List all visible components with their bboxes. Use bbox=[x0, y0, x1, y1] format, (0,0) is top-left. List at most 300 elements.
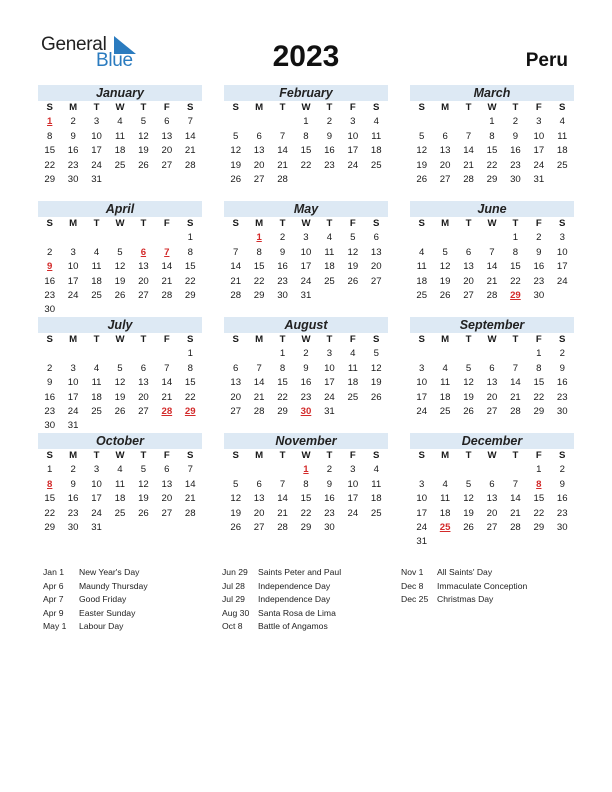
day-cell: 27 bbox=[138, 405, 149, 417]
day-cell bbox=[271, 463, 294, 477]
day-cell: 30 bbox=[533, 289, 545, 301]
holiday-item bbox=[401, 593, 527, 607]
day-cell: 10 bbox=[324, 362, 335, 374]
weekday-label: M bbox=[255, 102, 264, 113]
day-cell bbox=[433, 115, 456, 129]
week-row bbox=[410, 391, 574, 405]
month-july bbox=[38, 317, 202, 434]
day-cell: 3 bbox=[536, 116, 542, 128]
day-cell: 11 bbox=[91, 377, 102, 389]
day-cell: 9 bbox=[559, 478, 565, 490]
day-cell: 28 bbox=[184, 159, 196, 171]
day-cell bbox=[179, 521, 202, 535]
day-cell: 13 bbox=[161, 478, 173, 490]
weekday-label: T bbox=[140, 450, 147, 461]
day-cell bbox=[108, 347, 131, 361]
day-cell: 8 bbox=[187, 362, 193, 374]
holiday-date: Apr 7 bbox=[43, 594, 64, 604]
holiday-day-cell: 6 bbox=[140, 246, 147, 258]
day-cell: 24 bbox=[67, 289, 79, 301]
day-cell: 22 bbox=[300, 159, 312, 171]
week-row bbox=[224, 173, 388, 187]
week-row bbox=[38, 492, 202, 506]
day-cell: 4 bbox=[373, 116, 379, 128]
day-cell: 7 bbox=[512, 478, 519, 490]
day-cell bbox=[179, 303, 202, 317]
week-row bbox=[410, 463, 574, 477]
day-cell bbox=[551, 289, 574, 303]
day-cell: 13 bbox=[486, 493, 498, 505]
weekday-label: F bbox=[349, 334, 356, 345]
day-cell: 8 bbox=[303, 478, 309, 490]
weekday-header-row bbox=[38, 333, 202, 347]
day-cell: 20 bbox=[439, 159, 451, 171]
weekday-label: S bbox=[418, 218, 425, 229]
day-cell: 24 bbox=[91, 159, 102, 171]
month-august bbox=[224, 317, 388, 419]
country-name: Peru bbox=[525, 50, 568, 71]
day-cell: 1 bbox=[187, 348, 193, 360]
weekday-label: M bbox=[441, 450, 450, 461]
month-december bbox=[410, 433, 574, 550]
day-cell: 26 bbox=[230, 521, 242, 533]
day-cell: 30 bbox=[44, 304, 56, 316]
day-cell: 5 bbox=[465, 362, 472, 374]
day-cell: 7 bbox=[512, 362, 519, 374]
day-cell: 30 bbox=[277, 289, 288, 301]
day-cell: 9 bbox=[70, 478, 76, 490]
day-cell: 15 bbox=[277, 377, 288, 389]
week-row bbox=[38, 231, 202, 245]
week-row bbox=[224, 115, 388, 129]
day-cell: 27 bbox=[439, 173, 451, 185]
day-cell: 13 bbox=[161, 130, 173, 142]
day-cell: 27 bbox=[253, 521, 265, 533]
week-row bbox=[224, 144, 388, 158]
day-cell: 22 bbox=[277, 391, 288, 403]
holiday-day-cell: 29 bbox=[184, 405, 196, 417]
weekday-label: T bbox=[465, 102, 472, 113]
day-cell bbox=[480, 535, 503, 549]
weekday-label: W bbox=[301, 450, 311, 461]
day-cell: 5 bbox=[140, 116, 147, 128]
day-cell: 18 bbox=[91, 391, 102, 403]
day-cell: 16 bbox=[44, 391, 56, 403]
day-cell: 20 bbox=[161, 145, 173, 157]
weekday-label: S bbox=[46, 218, 53, 229]
holiday-item bbox=[43, 580, 148, 594]
day-cell: 20 bbox=[486, 507, 498, 519]
day-cell: 17 bbox=[556, 261, 568, 273]
holiday-column bbox=[401, 566, 527, 607]
day-cell: 21 bbox=[510, 391, 521, 403]
day-cell: 22 bbox=[510, 275, 521, 287]
day-cell: 13 bbox=[230, 377, 242, 389]
weekday-header-row bbox=[224, 217, 388, 231]
week-row bbox=[410, 115, 574, 129]
day-cell bbox=[551, 173, 574, 187]
day-cell: 19 bbox=[138, 493, 149, 505]
week-row bbox=[224, 405, 388, 419]
day-cell: 14 bbox=[230, 261, 242, 273]
holiday-date: Apr 6 bbox=[43, 580, 64, 591]
day-cell: 13 bbox=[439, 145, 451, 157]
day-cell bbox=[527, 535, 550, 549]
day-cell: 22 bbox=[486, 159, 498, 171]
weekday-header-row bbox=[38, 101, 202, 115]
day-cell: 1 bbox=[512, 232, 519, 244]
day-cell bbox=[433, 347, 456, 361]
weekday-label: S bbox=[559, 334, 566, 345]
day-cell: 15 bbox=[253, 261, 265, 273]
weekday-label: W bbox=[115, 334, 125, 345]
day-cell: 26 bbox=[463, 521, 474, 533]
day-cell: 24 bbox=[324, 391, 335, 403]
day-cell: 6 bbox=[465, 246, 472, 258]
day-cell: 5 bbox=[465, 478, 472, 490]
day-cell: 10 bbox=[416, 493, 428, 505]
week-row bbox=[224, 159, 388, 173]
day-cell bbox=[341, 405, 364, 419]
week-row bbox=[38, 419, 202, 433]
day-cell bbox=[85, 419, 108, 433]
day-cell bbox=[247, 347, 270, 361]
day-cell: 29 bbox=[486, 173, 498, 185]
day-cell: 2 bbox=[47, 246, 53, 258]
holiday-item bbox=[43, 566, 148, 580]
day-cell: 27 bbox=[161, 507, 173, 519]
month-header: February bbox=[224, 85, 388, 101]
weekday-label: T bbox=[465, 450, 472, 461]
day-cell: 26 bbox=[114, 405, 126, 417]
weekday-label: T bbox=[512, 102, 519, 113]
week-row bbox=[224, 362, 388, 376]
week-row bbox=[224, 289, 388, 303]
month-january bbox=[38, 85, 202, 187]
day-cell: 17 bbox=[347, 493, 359, 505]
day-cell: 15 bbox=[486, 145, 498, 157]
day-cell: 7 bbox=[256, 362, 262, 374]
day-cell: 21 bbox=[277, 159, 288, 171]
day-cell bbox=[85, 303, 108, 317]
holiday-item bbox=[43, 607, 148, 621]
day-cell: 26 bbox=[347, 275, 359, 287]
day-cell: 28 bbox=[277, 521, 288, 533]
month-header: January bbox=[38, 85, 202, 101]
day-cell: 16 bbox=[300, 377, 312, 389]
weekday-label: T bbox=[279, 218, 286, 229]
day-cell: 19 bbox=[463, 391, 474, 403]
weekday-label: S bbox=[559, 218, 566, 229]
week-row bbox=[224, 260, 388, 274]
day-cell: 30 bbox=[44, 420, 56, 432]
day-cell: 26 bbox=[370, 391, 382, 403]
day-cell: 19 bbox=[416, 159, 428, 171]
day-cell: 4 bbox=[117, 464, 123, 476]
week-row bbox=[38, 130, 202, 144]
day-cell: 25 bbox=[114, 507, 126, 519]
day-cell: 12 bbox=[230, 493, 242, 505]
weekday-label: S bbox=[232, 450, 239, 461]
week-row bbox=[224, 478, 388, 492]
day-cell: 20 bbox=[370, 261, 382, 273]
weekday-label: W bbox=[301, 218, 311, 229]
weekday-label: F bbox=[163, 218, 170, 229]
week-row bbox=[410, 521, 574, 535]
day-cell: 12 bbox=[114, 377, 126, 389]
holiday-name: New Year's Day bbox=[79, 567, 140, 577]
day-cell: 12 bbox=[463, 493, 474, 505]
day-cell: 14 bbox=[486, 261, 498, 273]
day-cell: 19 bbox=[114, 275, 126, 287]
day-cell: 7 bbox=[187, 116, 193, 128]
day-cell: 21 bbox=[277, 507, 288, 519]
day-cell: 13 bbox=[138, 377, 149, 389]
holiday-date: May 1 bbox=[43, 621, 67, 631]
day-cell: 28 bbox=[486, 289, 498, 301]
week-row bbox=[410, 405, 574, 419]
day-cell: 8 bbox=[512, 246, 519, 258]
weekday-label: F bbox=[163, 450, 170, 461]
day-cell bbox=[224, 463, 247, 477]
day-cell bbox=[504, 535, 527, 549]
day-cell bbox=[38, 347, 61, 361]
week-row bbox=[410, 362, 574, 376]
day-cell: 24 bbox=[416, 521, 428, 533]
day-cell: 23 bbox=[44, 405, 56, 417]
day-cell: 14 bbox=[510, 493, 521, 505]
day-cell: 9 bbox=[70, 130, 76, 142]
week-row bbox=[38, 144, 202, 158]
weekday-label: T bbox=[93, 334, 100, 345]
day-cell: 26 bbox=[230, 173, 242, 185]
day-cell: 19 bbox=[370, 377, 382, 389]
day-cell: 25 bbox=[370, 159, 382, 171]
day-cell: 18 bbox=[114, 493, 126, 505]
day-cell bbox=[132, 419, 155, 433]
day-cell bbox=[132, 303, 155, 317]
day-cell: 5 bbox=[233, 130, 239, 142]
weekday-label: S bbox=[373, 450, 380, 461]
day-cell: 17 bbox=[324, 377, 335, 389]
day-cell bbox=[457, 535, 480, 549]
holiday-date: Jun 29 bbox=[222, 567, 248, 577]
weekday-label: S bbox=[559, 450, 566, 461]
day-cell: 1 bbox=[536, 348, 542, 360]
day-cell: 29 bbox=[300, 521, 312, 533]
day-cell: 26 bbox=[463, 405, 474, 417]
day-cell: 26 bbox=[114, 289, 126, 301]
day-cell: 26 bbox=[416, 173, 428, 185]
day-cell: 25 bbox=[114, 159, 126, 171]
day-cell bbox=[155, 231, 178, 245]
day-cell: 28 bbox=[184, 507, 196, 519]
week-row bbox=[410, 507, 574, 521]
day-cell: 17 bbox=[91, 145, 102, 157]
month-header: September bbox=[410, 317, 574, 333]
month-header: May bbox=[224, 201, 388, 217]
day-cell: 10 bbox=[300, 246, 312, 258]
weekday-label: S bbox=[373, 334, 380, 345]
day-cell bbox=[365, 405, 388, 419]
holiday-day-cell: 25 bbox=[439, 521, 451, 533]
weekday-label: T bbox=[465, 218, 472, 229]
day-cell: 27 bbox=[138, 289, 149, 301]
day-cell bbox=[155, 347, 178, 361]
day-cell: 11 bbox=[114, 478, 125, 490]
day-cell: 18 bbox=[324, 261, 335, 273]
weekday-label: T bbox=[93, 450, 100, 461]
day-cell: 20 bbox=[161, 493, 173, 505]
week-row bbox=[410, 130, 574, 144]
day-cell: 25 bbox=[439, 405, 451, 417]
weekday-header-row bbox=[224, 101, 388, 115]
day-cell: 19 bbox=[230, 159, 242, 171]
week-row bbox=[38, 376, 202, 390]
weekday-label: S bbox=[46, 450, 53, 461]
weekday-label: M bbox=[441, 102, 450, 113]
day-cell: 8 bbox=[47, 130, 53, 142]
weekday-label: F bbox=[163, 334, 170, 345]
day-cell: 31 bbox=[91, 521, 102, 533]
day-cell: 22 bbox=[533, 391, 545, 403]
day-cell: 29 bbox=[253, 289, 265, 301]
weekday-label: S bbox=[46, 334, 53, 345]
day-cell: 22 bbox=[44, 159, 56, 171]
holiday-date: Nov 1 bbox=[401, 567, 424, 577]
day-cell: 31 bbox=[300, 289, 312, 301]
holiday-name: Battle of Angamos bbox=[258, 621, 328, 631]
day-cell bbox=[341, 289, 364, 303]
day-cell: 10 bbox=[67, 377, 79, 389]
day-cell: 15 bbox=[533, 377, 545, 389]
year-title: 2023 bbox=[272, 40, 340, 73]
day-cell: 5 bbox=[373, 348, 379, 360]
day-cell: 18 bbox=[370, 493, 382, 505]
day-cell bbox=[551, 535, 574, 549]
day-cell: 23 bbox=[67, 507, 79, 519]
day-cell: 19 bbox=[439, 275, 451, 287]
day-cell: 10 bbox=[556, 246, 568, 258]
week-row bbox=[224, 391, 388, 405]
day-cell bbox=[410, 231, 433, 245]
day-cell: 29 bbox=[184, 289, 196, 301]
month-header: November bbox=[224, 433, 388, 449]
weekday-label: M bbox=[69, 450, 78, 461]
day-cell: 13 bbox=[253, 493, 265, 505]
weekday-label: F bbox=[535, 450, 542, 461]
holiday-day-cell: 8 bbox=[47, 478, 53, 490]
weekday-label: T bbox=[326, 334, 333, 345]
day-cell: 3 bbox=[70, 246, 76, 258]
day-cell: 31 bbox=[324, 405, 335, 417]
day-cell: 15 bbox=[300, 145, 312, 157]
day-cell: 14 bbox=[277, 493, 288, 505]
day-cell: 22 bbox=[184, 275, 196, 287]
day-cell: 21 bbox=[463, 159, 474, 171]
day-cell: 23 bbox=[324, 507, 335, 519]
day-cell: 12 bbox=[114, 261, 126, 273]
day-cell: 30 bbox=[67, 173, 79, 185]
week-row bbox=[224, 507, 388, 521]
day-cell: 17 bbox=[416, 507, 428, 519]
day-cell: 9 bbox=[279, 246, 286, 258]
day-cell: 4 bbox=[117, 116, 123, 128]
day-cell: 24 bbox=[67, 405, 79, 417]
holiday-name: Saints Peter and Paul bbox=[258, 567, 342, 577]
weekday-label: W bbox=[115, 218, 125, 229]
weekday-label: T bbox=[512, 218, 519, 229]
day-cell bbox=[365, 289, 388, 303]
weekday-label: T bbox=[512, 450, 519, 461]
holiday-name: Christmas Day bbox=[437, 594, 494, 604]
day-cell: 16 bbox=[533, 261, 545, 273]
day-cell: 4 bbox=[350, 348, 356, 360]
holiday-date: Oct 8 bbox=[222, 621, 243, 631]
day-cell bbox=[410, 347, 433, 361]
weekday-label: M bbox=[255, 450, 264, 461]
day-cell bbox=[271, 115, 294, 129]
day-cell: 28 bbox=[161, 289, 173, 301]
day-cell: 22 bbox=[533, 507, 545, 519]
day-cell: 17 bbox=[67, 275, 79, 287]
holiday-name: Santa Rosa de Lima bbox=[258, 607, 336, 618]
weekday-label: S bbox=[559, 102, 566, 113]
day-cell: 11 bbox=[324, 246, 335, 258]
day-cell: 22 bbox=[300, 507, 312, 519]
weekday-label: M bbox=[441, 218, 450, 229]
day-cell: 15 bbox=[44, 493, 56, 505]
day-cell: 4 bbox=[442, 362, 448, 374]
day-cell: 1 bbox=[47, 464, 53, 476]
week-row bbox=[410, 231, 574, 245]
day-cell: 14 bbox=[253, 377, 265, 389]
day-cell: 29 bbox=[533, 521, 545, 533]
week-row bbox=[224, 492, 388, 506]
day-cell: 28 bbox=[277, 173, 288, 185]
holiday-day-cell: 7 bbox=[164, 246, 170, 258]
day-cell: 21 bbox=[161, 275, 173, 287]
day-cell: 30 bbox=[556, 521, 568, 533]
day-cell: 18 bbox=[439, 391, 451, 403]
day-cell: 15 bbox=[300, 493, 312, 505]
day-cell: 25 bbox=[347, 391, 359, 403]
day-cell: 29 bbox=[44, 521, 56, 533]
day-cell: 16 bbox=[510, 145, 521, 157]
day-cell: 25 bbox=[370, 507, 382, 519]
week-row bbox=[38, 463, 202, 477]
day-cell: 14 bbox=[161, 377, 173, 389]
holiday-name: Good Friday bbox=[79, 594, 127, 604]
holiday-item bbox=[401, 580, 527, 594]
day-cell: 7 bbox=[279, 130, 286, 142]
weekday-label: F bbox=[349, 450, 356, 461]
month-header: August bbox=[224, 317, 388, 333]
week-row bbox=[38, 391, 202, 405]
day-cell bbox=[457, 463, 480, 477]
day-cell: 27 bbox=[463, 289, 474, 301]
holiday-date: Apr 9 bbox=[43, 607, 64, 618]
weekday-label: M bbox=[255, 334, 264, 345]
day-cell: 20 bbox=[138, 391, 149, 403]
day-cell: 30 bbox=[556, 405, 568, 417]
week-row bbox=[38, 347, 202, 361]
holiday-name: Independence Day bbox=[258, 594, 331, 604]
day-cell bbox=[108, 231, 131, 245]
week-row bbox=[38, 159, 202, 173]
day-cell: 25 bbox=[416, 289, 428, 301]
holiday-date: Aug 30 bbox=[222, 607, 250, 618]
